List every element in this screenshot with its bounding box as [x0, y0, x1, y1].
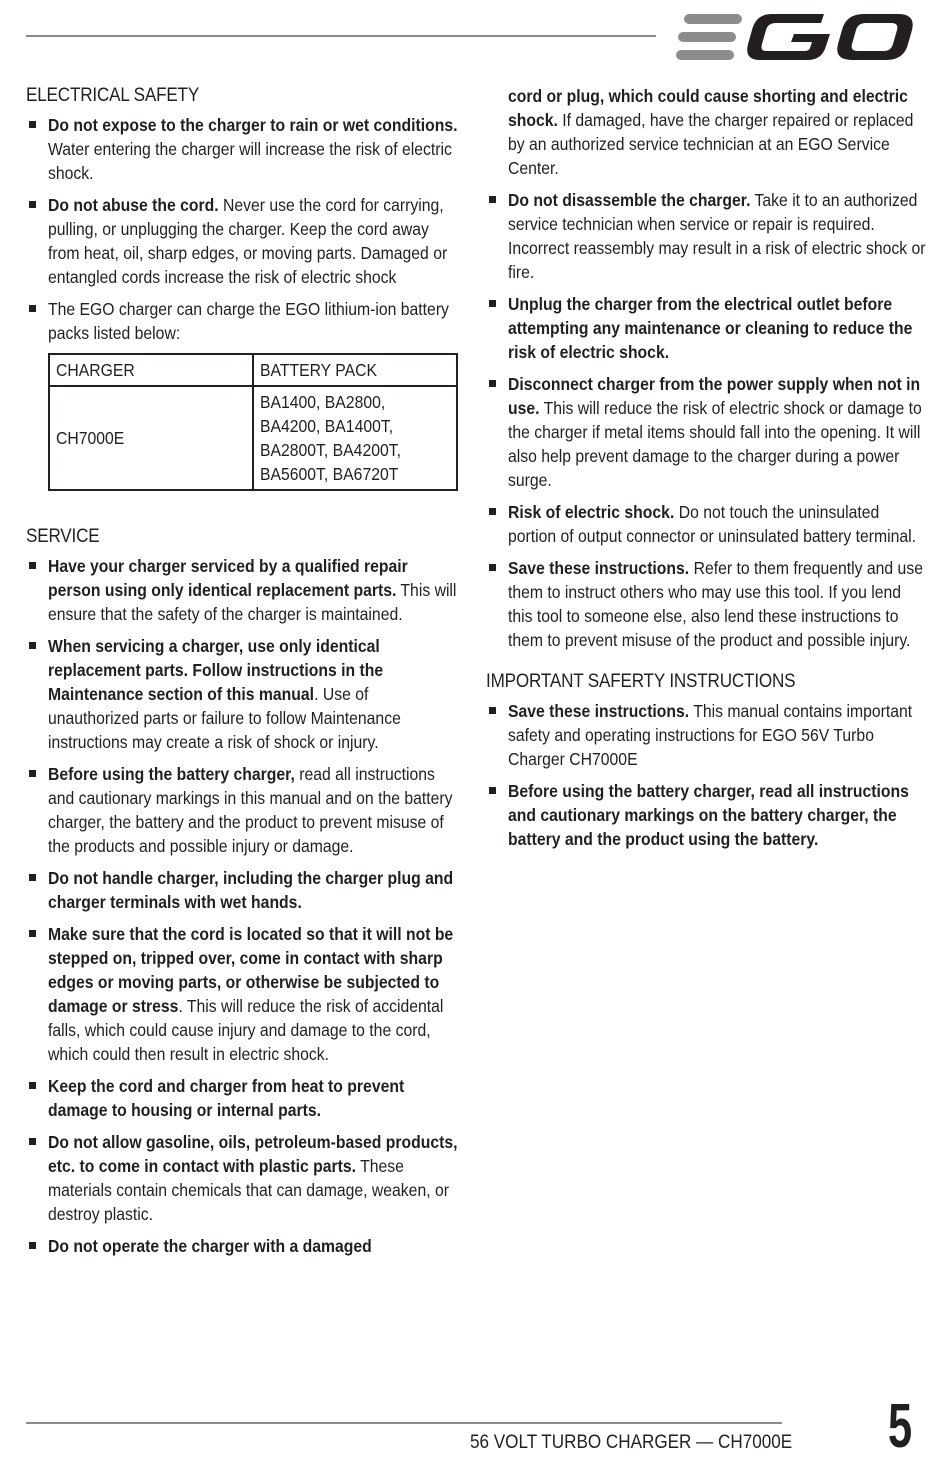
- bullet-icon: [489, 707, 496, 714]
- list-item: Do not handle charger, including the charger plug and charger terminals with wet hands.: [26, 866, 462, 914]
- battery-pack-table: [48, 353, 458, 491]
- bullet-icon: [29, 305, 36, 312]
- continued-list: [486, 188, 926, 652]
- bullet-icon: [489, 380, 496, 387]
- list-item: When servicing a charger, use only identical replacement parts. Follow instructions in the Maintenance section of this manual. Use of unauthorized parts or failure to follow Maintenance instructions may create a risk of shock or injury.: [26, 634, 462, 754]
- bullet-icon: [29, 770, 36, 777]
- list-item: The EGO charger can charge the EGO lithium-ion battery packs listed below:: [26, 297, 462, 345]
- page-number: 5: [888, 1392, 913, 1461]
- list-item: Make sure that the cord is located so that it will not be stepped on, tripped over, come in contact with sharp edges or moving parts, or otherwise be subjected to damage or stress. This will reduce the risk of accidental falls, which could cause injury and damage to the cord, which could then result in electric shock.: [26, 922, 462, 1066]
- table-header-charger: CHARGER: [49, 354, 253, 386]
- list-item: Keep the cord and charger from heat to prevent damage to housing or internal parts.: [26, 1074, 462, 1122]
- list-item: Do not disassemble the charger. Take it to an authorized service technician when service or repair is required. Incorrect reassembly may result in a risk of electric shock or fire.: [486, 188, 926, 284]
- list-item: Do not abuse the cord. Never use the cord for carrying, pulling, or unplugging the charger. Keep the cord away from heat, oil, sharp edges, or moving parts. Damaged or entangled cords increase the risk of electric shock: [26, 193, 462, 289]
- service-list: [26, 554, 462, 1258]
- electrical-safety-list: [26, 113, 462, 345]
- list-item: Disconnect charger from the power supply when not in use. This will reduce the risk of electric shock or damage to the charger if metal items should fall into the opening. It will also help prevent damage to the charger during a power surge.: [486, 372, 926, 492]
- left-column: [26, 84, 462, 1266]
- bullet-icon: [29, 1082, 36, 1089]
- right-column: [486, 84, 926, 859]
- bullet-icon: [489, 508, 496, 515]
- bullet-icon: [489, 300, 496, 307]
- bullet-icon: [29, 642, 36, 649]
- section-title-service: SERVICE: [26, 526, 100, 547]
- list-item: Risk of electric shock. Do not touch the uninsulated portion of output connector or uninsulated battery terminal.: [486, 500, 926, 548]
- list-item: Before using the battery charger, read all instructions and cautionary markings on the battery charger, the battery and the product using the battery.: [486, 779, 926, 851]
- section-title-electrical-safety: ELECTRICAL SAFETY: [26, 85, 200, 106]
- list-item: Do not expose to the charger to rain or wet conditions. Water entering the charger will increase the risk of electric shock.: [26, 113, 462, 185]
- list-item: Unplug the charger from the electrical outlet before attempting any maintenance or cleaning to reduce the risk of electric shock.: [486, 292, 926, 364]
- footer-rule: [26, 1422, 782, 1424]
- ego-logo: [676, 8, 916, 66]
- bullet-icon: [29, 562, 36, 569]
- list-item: Save these instructions. Refer to them frequently and use them to instruct others who may use this tool. If you lend this tool to someone else, also lend these instructions to them to prevent misuse of the product and possible injury.: [486, 556, 926, 652]
- bullet-icon: [489, 787, 496, 794]
- list-item: Do not operate the charger with a damaged: [26, 1234, 462, 1258]
- list-item: Do not allow gasoline, oils, petroleum-based products, etc. to come in contact with plastic parts. These materials contain chemicals that can damage, weaken, or destroy plastic.: [26, 1130, 462, 1226]
- bullet-icon: [29, 1242, 36, 1249]
- bullet-icon: [29, 1138, 36, 1145]
- bullet-icon: [29, 121, 36, 128]
- header-rule: [26, 35, 656, 37]
- footer-title: 56 VOLT TURBO CHARGER — CH7000E: [470, 1432, 793, 1453]
- list-item: Have your charger serviced by a qualified repair person using only identical replacement parts. This will ensure that the safety of the charger is maintained.: [26, 554, 462, 626]
- bullet-icon: [489, 196, 496, 203]
- list-item: Save these instructions. This manual contains important safety and operating instructions for EGO 56V Turbo Charger CH7000E: [486, 699, 926, 771]
- continued-item: cord or plug, which could cause shorting and electric shock. If damaged, have the charger repaired or replaced by an authorized service technician at an EGO Service Center.: [508, 86, 914, 178]
- table-cell-battery-packs: BA1400, BA2800, BA4200, BA1400T, BA2800T, BA4200T, BA5600T, BA6720T: [253, 386, 457, 490]
- bullet-icon: [489, 564, 496, 571]
- table-header-battery-pack: BATTERY PACK: [253, 354, 457, 386]
- list-item: Before using the battery charger, read all instructions and cautionary markings in this manual and on the battery charger, the battery and the product to prevent misuse of the products and possible injury or damage.: [26, 762, 462, 858]
- section-title-important-instructions: IMPORTANT SAFERTY INSTRUCTIONS: [486, 671, 796, 692]
- bullet-icon: [29, 874, 36, 881]
- bullet-icon: [29, 201, 36, 208]
- bullet-icon: [29, 930, 36, 937]
- important-instructions-list: [486, 699, 926, 851]
- table-cell-charger-model: CH7000E: [49, 386, 253, 490]
